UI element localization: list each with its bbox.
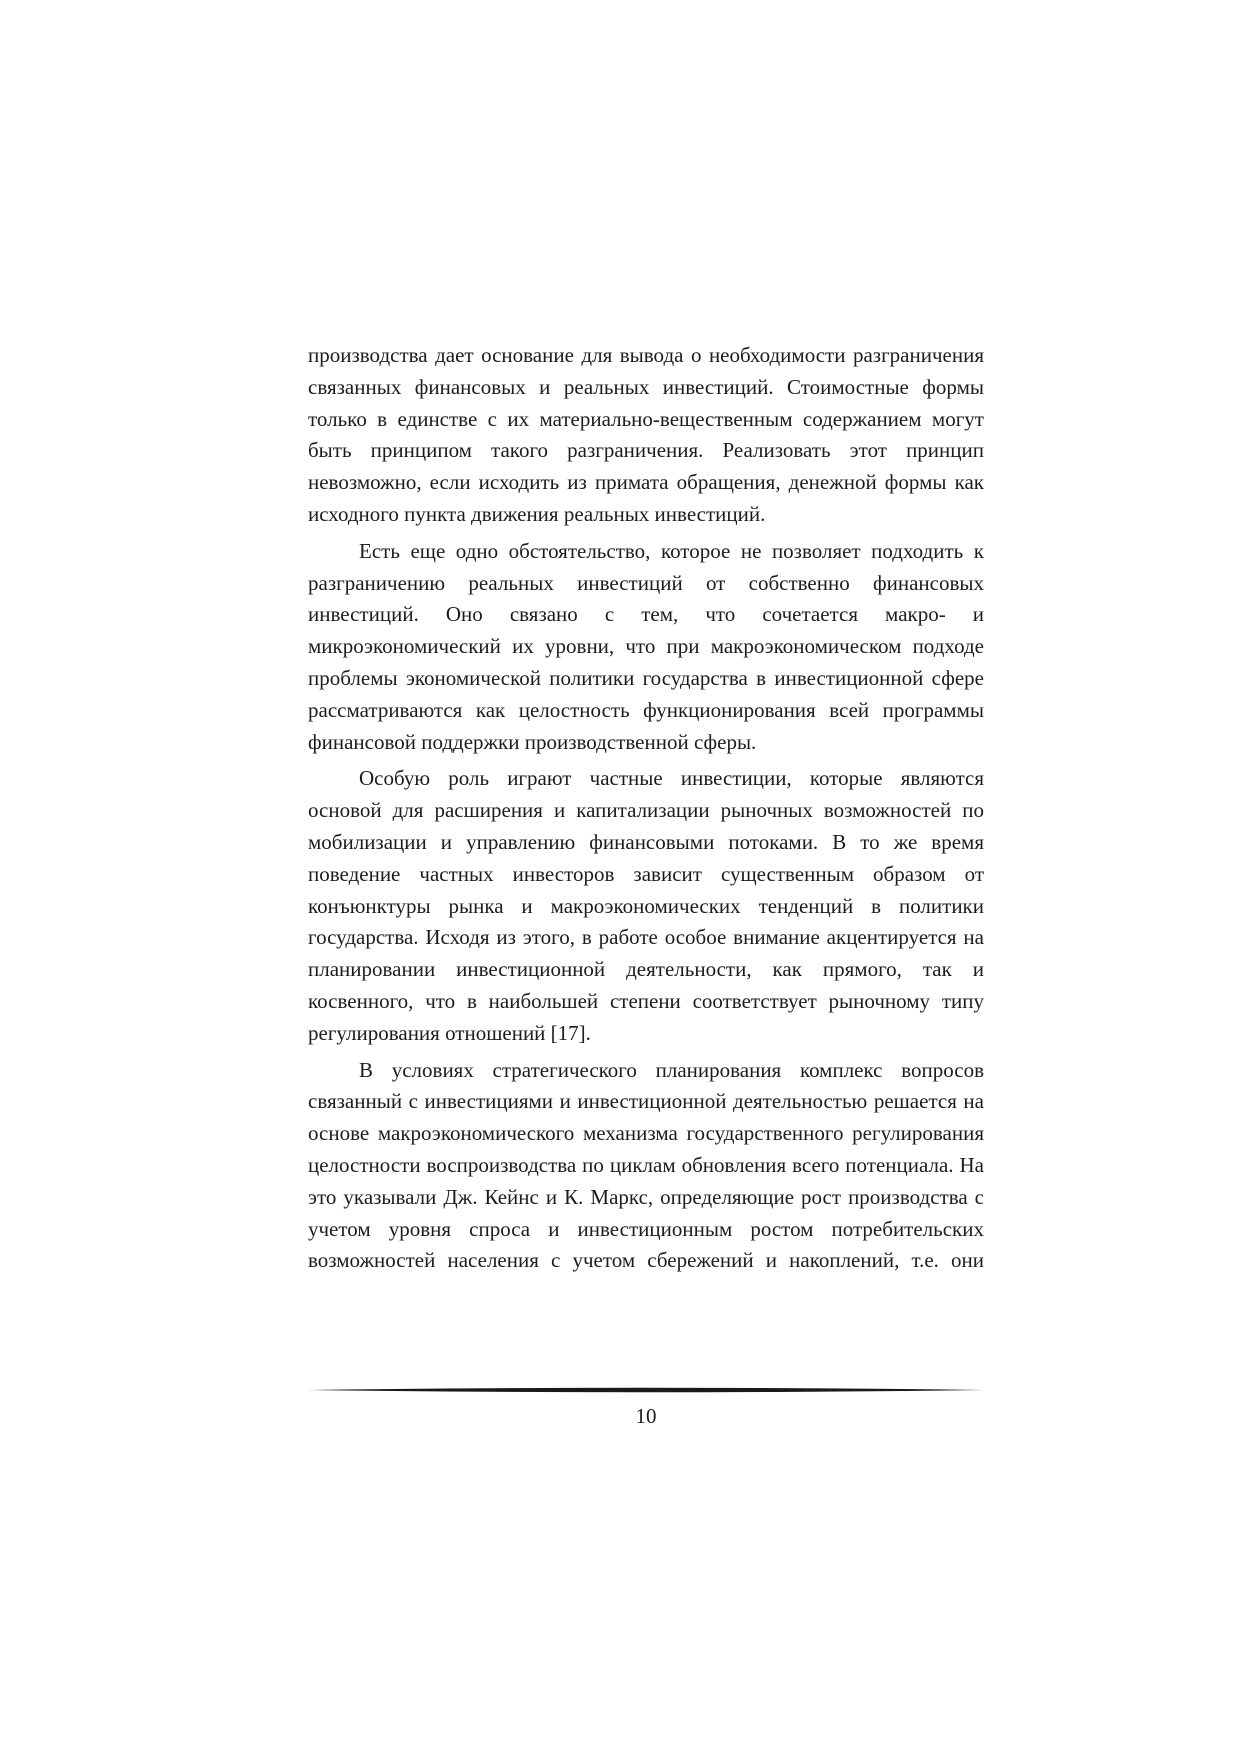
- paragraph-4: В условиях стратегического планирования комплекс вопросов связанный с инвестициями и инвестиционной деятельностью решается на основе макроэкономического механизма государственного регулирования целостности воспроизводства по циклам обновления всего потенциала. На это указывали Дж. Кейнс и К. Маркс, определяющие рост производства с учетом уровня спроса и инвестиционным ростом потребительских возможностей населения с учетом сбережений и накоплений, т.е. они: [308, 1057, 984, 1273]
- paragraph-2: Есть еще одно обстоятельство, которое не позволяет подходить к разграничению реальных инвестиций от собственно финансовых инвестиций. Оно связано с тем, что сочетается макро- и микроэкономический их уровни, что при макроэкономическом подходе проблемы экономической политики государства в инвестиционной сфере рассматриваются как целостность функционирования всей программы финансовой поддержки производственной сферы.: [308, 538, 984, 754]
- page-number: 10: [635, 1404, 657, 1428]
- footer-divider: [308, 1386, 984, 1394]
- paragraph-3: Особую роль играют частные инвестиции, которые являются основой для расширения и капитализации рыночных возможностей по мобилизации и управлению финансовыми потоками. В то же время поведение частных инвесторов зависит существенным образом от конъюнктуры рынка и макроэкономических тенденций в политики государства. Исходя из этого, в работе особое внимание акцентируется на планировании инвестиционной деятельности, как прямого, так и косвенного, что в наибольшей степени соответствует рыночному типу регулирования отношений [17].: [308, 766, 984, 1045]
- paragraph-1: производства дает основание для вывода о необходимости разграничения связанных финансовых и реальных инвестиций. Стоимостные формы только в единстве с их материально-вещественным содержанием могут быть принципом такого разграничения. Реализовать этот принцип невозможно, если исходить из примата обращения, денежной формы как исходного пункта движения реальных инвестиций.: [308, 343, 984, 526]
- body-text: [308, 340, 984, 1277]
